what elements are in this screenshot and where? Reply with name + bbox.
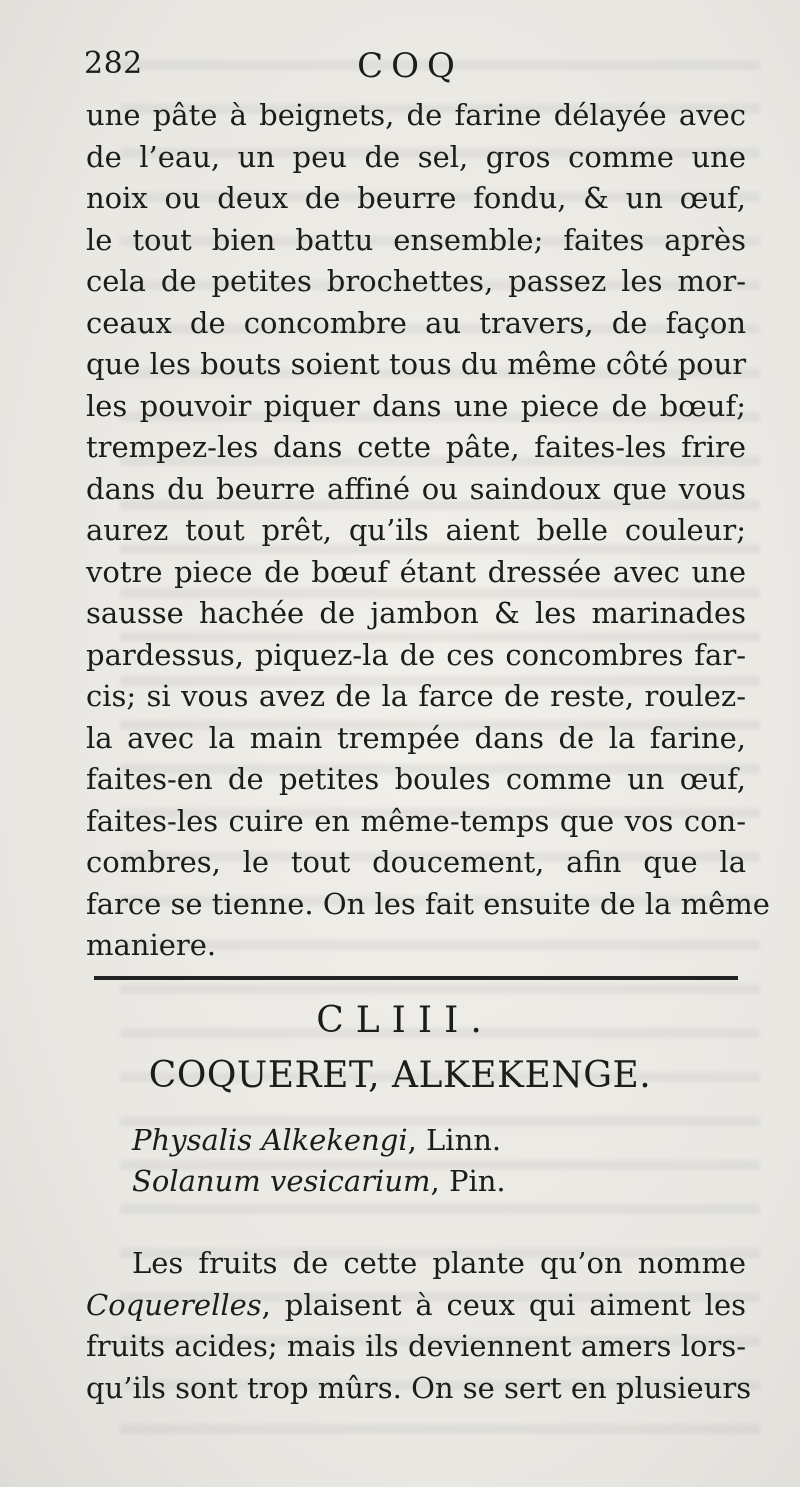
latin-name: Solanum vesicarium: [132, 1164, 431, 1198]
section-title: COQUERET, ALKEKENGE.: [148, 1055, 652, 1096]
author-abbrev: , Linn.: [407, 1123, 502, 1157]
running-head: COQ: [357, 46, 463, 86]
paragraph-2: [86, 1243, 752, 1409]
text-line: la avec la main trempée dans de la farine,: [86, 720, 746, 755]
paragraph-1: [86, 95, 770, 967]
text-line: cis; si vous avez de la farce de reste, roulez-: [86, 679, 746, 713]
text-line: Les fruits de cette plante qu’on nomme: [132, 1246, 746, 1280]
synonym-line: [132, 1164, 506, 1198]
text-line: cela de petites brochettes, passez les mor-: [86, 264, 746, 298]
text-line: dans du beurre affiné ou saindoux que vous: [86, 471, 746, 506]
section-number: CLIII.: [316, 1000, 494, 1041]
text-line: votre piece de bœuf étant dressée avec une: [86, 554, 746, 589]
text-line: de l’eau, un peu de sel, gros comme une: [86, 139, 746, 174]
text-line: les pouvoir piquer dans une piece de bœuf;: [86, 388, 746, 423]
text-line: maniere.: [86, 928, 217, 962]
text-line: que les bouts soient tous du même côté pour: [86, 347, 747, 381]
text-line: noix ou deux de beurre fondu, & un œuf,: [86, 181, 746, 215]
text-line: [86, 1285, 746, 1327]
text-line: sausse hachée de jambon & les marinades: [86, 596, 746, 630]
text-line: faites-en de petites boules comme un œuf,: [86, 762, 746, 796]
text-line: ceaux de concombre au travers, de façon: [86, 305, 746, 340]
text-line: une pâte à beignets, de farine délayée avec: [86, 98, 746, 132]
text-line: aurez tout prêt, qu’ils aient belle couleur;: [86, 513, 746, 547]
page-number: 282: [84, 46, 143, 81]
text-line: qu’ils sont trop mûrs. On se sert en plusieurs: [86, 1370, 752, 1405]
text-line: combres, le tout doucement, afin que la: [86, 845, 746, 879]
text-line: faites-les cuire en même-temps que vos con-: [86, 803, 746, 838]
text-line: le tout bien battu ensemble; faites après: [86, 222, 746, 257]
text-line: trempez-les dans cette pâte, faites-les frire: [86, 430, 746, 464]
text-span: , plaisent à ceux qui aiment les: [261, 1287, 746, 1322]
author-abbrev: , Pin.: [430, 1164, 506, 1198]
text-line: farce se tienne. On les fait ensuite de la même: [86, 886, 770, 921]
italic-term: Coquerelles: [86, 1287, 262, 1322]
text-line: pardessus, piquez-la de ces concombres far-: [86, 637, 746, 672]
text-line: fruits acides; mais ils deviennent amers lors-: [86, 1329, 746, 1363]
latin-name: Physalis Alkekengi: [132, 1123, 408, 1157]
section-divider: [94, 976, 738, 980]
synonym-line: [132, 1123, 501, 1157]
